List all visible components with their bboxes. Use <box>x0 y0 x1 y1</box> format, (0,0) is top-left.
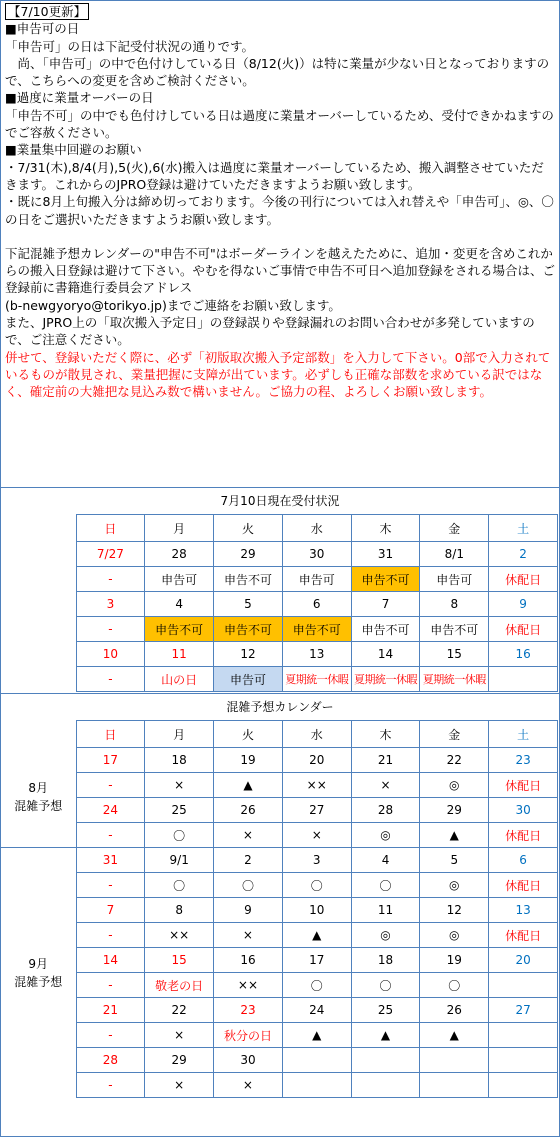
date-row <box>1 748 558 773</box>
mark-cell: - <box>76 773 145 798</box>
mark-cell: 休配日 <box>489 823 558 848</box>
date-cell: 7 <box>76 898 145 923</box>
weekday-header: 土 <box>489 515 558 542</box>
mark-cell: × <box>145 773 214 798</box>
reception-title: 7月10日現在受付状況 <box>220 494 340 508</box>
empty-cell <box>282 1073 351 1098</box>
side-spacer <box>1 617 76 642</box>
date-cell: 12 <box>420 898 489 923</box>
date-cell: 26 <box>214 798 283 823</box>
side-spacer <box>1 667 76 692</box>
date-cell: 21 <box>76 998 145 1023</box>
date-cell: 11 <box>145 642 214 667</box>
mark-cell: ▲ <box>420 1023 489 1048</box>
mark-cell: × <box>145 1073 214 1098</box>
mark-cell <box>489 1023 558 1048</box>
mark-cell: ▲ <box>420 823 489 848</box>
mark-cell: - <box>76 1073 145 1098</box>
mark-cell: - <box>76 873 145 898</box>
mark-row <box>1 773 558 798</box>
holiday-cell: 夏期統一休暇 <box>282 667 351 692</box>
mark-cell: × <box>145 1023 214 1048</box>
date-cell: 16 <box>489 642 558 667</box>
mark-cell: 〇 <box>145 823 214 848</box>
month-label: 9月 <box>28 956 49 971</box>
empty-cell <box>420 1048 489 1073</box>
date-cell: 24 <box>282 998 351 1023</box>
notice-line: ・7/31(木),8/4(月),5(火),6(水)搬入は過度に業量オーバーしているため、搬入調整させていただきます。これからのJPRO登録は避けていただきますようお願い致します。 <box>5 159 544 192</box>
date-row <box>1 1048 558 1073</box>
date-row <box>1 642 558 667</box>
notice-line: 尚、「申告可」の中で色付けしている日（8/12(火)）は特に業量が少ない日となっておりますので、こちらへの変更を含めご検討ください。 <box>5 55 550 89</box>
notice-line: 下記混雑予想カレンダーの"申告不可"はボーダーラインを越えたために、追加・変更を含めこれからの搬入日登録は避けて下さい。やむを得ないご事情で申告不可日へ追加登録をされる場合は、ご登録前に書籍進行委員会アドレス <box>5 245 556 296</box>
date-cell: 19 <box>214 748 283 773</box>
date-row <box>1 948 558 973</box>
status-cell: 休配日 <box>489 567 558 592</box>
side-spacer <box>1 721 76 748</box>
status-cell: 申告不可 <box>351 617 420 642</box>
date-cell: 7 <box>351 592 420 617</box>
date-cell: 19 <box>420 948 489 973</box>
mark-cell: ▲ <box>351 1023 420 1048</box>
mark-cell: 〇 <box>351 973 420 998</box>
mark-cell: 〇 <box>145 873 214 898</box>
notice-line: ■申告可の日 <box>5 21 80 37</box>
side-spacer <box>1 642 76 667</box>
date-cell: 15 <box>420 642 489 667</box>
reception-calendar <box>1 514 558 692</box>
weekday-header: 土 <box>489 721 558 748</box>
date-cell: 10 <box>76 642 145 667</box>
mark-cell: × <box>282 823 351 848</box>
forecast-title: 混雑予想カレンダー <box>226 700 334 714</box>
date-row <box>1 798 558 823</box>
empty-cell <box>282 1048 351 1073</box>
notice-header-line <box>5 3 555 20</box>
month-label-august <box>1 748 76 848</box>
weekday-header: 日 <box>76 721 145 748</box>
date-cell: 18 <box>351 948 420 973</box>
date-cell: 11 <box>351 898 420 923</box>
date-row <box>1 998 558 1023</box>
empty-cell <box>489 1073 558 1098</box>
date-row <box>1 542 558 567</box>
date-cell: 13 <box>489 898 558 923</box>
mark-cell: 〇 <box>214 873 283 898</box>
status-cell: 申告可 <box>282 567 351 592</box>
mark-row <box>1 1023 558 1048</box>
mark-row <box>1 973 558 998</box>
weekday-header: 火 <box>214 515 283 542</box>
date-cell: 29 <box>214 542 283 567</box>
date-cell: 25 <box>351 998 420 1023</box>
mark-row <box>1 1073 558 1098</box>
date-cell: 2 <box>214 848 283 873</box>
mark-cell: ×× <box>282 773 351 798</box>
date-cell: 6 <box>282 592 351 617</box>
date-cell: 28 <box>145 542 214 567</box>
reception-section <box>1 487 559 692</box>
date-cell: 9 <box>214 898 283 923</box>
date-cell: 7/27 <box>76 542 145 567</box>
mark-row <box>1 823 558 848</box>
notice-line: ■業量集中回避のお願い <box>5 142 142 158</box>
status-cell-low-volume: 申告可 <box>214 667 283 692</box>
mark-cell: ◎ <box>420 873 489 898</box>
mark-cell: ◎ <box>420 923 489 948</box>
notice-line: 「申告不可」の中でも色付けしている日は過度に業量オーバーしているため、受付できかねますのでご容赦ください。 <box>5 107 554 141</box>
month-label: 8月 <box>28 781 49 796</box>
weekday-header: 金 <box>420 515 489 542</box>
mark-cell: - <box>76 923 145 948</box>
date-cell: 22 <box>420 748 489 773</box>
weekday-header-row <box>1 721 558 748</box>
forecast-calendar <box>1 720 558 1098</box>
date-cell: 22 <box>145 998 214 1023</box>
date-cell: 26 <box>420 998 489 1023</box>
forecast-section <box>1 693 559 1098</box>
status-cell: - <box>76 667 145 692</box>
side-spacer <box>1 515 76 542</box>
date-cell: 21 <box>351 748 420 773</box>
holiday-cell: 敬老の日 <box>145 973 214 998</box>
date-cell: 17 <box>76 748 145 773</box>
date-cell: 29 <box>420 798 489 823</box>
empty-cell <box>489 1048 558 1073</box>
mark-cell: ◎ <box>351 923 420 948</box>
date-cell: 30 <box>214 1048 283 1073</box>
date-cell: 25 <box>145 798 214 823</box>
mark-row <box>1 873 558 898</box>
date-cell: 5 <box>420 848 489 873</box>
status-cell-overload: 申告不可 <box>145 617 214 642</box>
weekday-header: 火 <box>214 721 283 748</box>
date-cell: 8 <box>420 592 489 617</box>
date-cell: 30 <box>489 798 558 823</box>
mark-cell <box>489 973 558 998</box>
weekday-header: 金 <box>420 721 489 748</box>
date-cell: 17 <box>282 948 351 973</box>
weekday-header-row <box>1 515 558 542</box>
date-cell: 3 <box>282 848 351 873</box>
mark-cell: 休配日 <box>489 923 558 948</box>
date-row <box>1 898 558 923</box>
mark-cell: 〇 <box>351 873 420 898</box>
status-cell <box>489 667 558 692</box>
status-row <box>1 567 558 592</box>
status-cell-overload: 申告不可 <box>351 567 420 592</box>
date-cell: 27 <box>489 998 558 1023</box>
date-cell: 31 <box>76 848 145 873</box>
date-cell: 3 <box>76 592 145 617</box>
status-cell: 申告不可 <box>420 617 489 642</box>
red-notice-text: 併せて、登録いただく際に、必ず「初版取次搬入予定部数」を入力して下さい。0部で入力されているものが散見され、業量把握に支障が出ています。必ずしも正確な部数を求めている訳ではなく、確定前の大雑把な見込み数で構いません。ご協力の程、よろしくお願い致します。 <box>5 349 551 400</box>
side-spacer <box>1 567 76 592</box>
side-spacer <box>1 592 76 617</box>
date-cell: 4 <box>351 848 420 873</box>
date-cell: 30 <box>282 542 351 567</box>
date-cell: 13 <box>282 642 351 667</box>
date-cell: 4 <box>145 592 214 617</box>
mark-cell: ◎ <box>351 823 420 848</box>
status-cell: - <box>76 617 145 642</box>
date-cell: 14 <box>351 642 420 667</box>
mark-cell: × <box>351 773 420 798</box>
status-cell: 申告不可 <box>214 567 283 592</box>
weekday-header: 水 <box>282 515 351 542</box>
date-cell: 24 <box>76 798 145 823</box>
date-cell: 15 <box>145 948 214 973</box>
date-cell: 28 <box>351 798 420 823</box>
mark-cell: - <box>76 1023 145 1048</box>
holiday-cell: 夏期統一休暇 <box>420 667 489 692</box>
date-cell: 18 <box>145 748 214 773</box>
mark-cell: ◎ <box>420 773 489 798</box>
weekday-header: 日 <box>76 515 145 542</box>
mark-cell: 〇 <box>420 973 489 998</box>
weekday-header: 木 <box>351 515 420 542</box>
holiday-cell: 秋分の日 <box>214 1023 283 1048</box>
date-cell: 8/1 <box>420 542 489 567</box>
notice-section <box>1 1 559 487</box>
mark-cell: - <box>76 823 145 848</box>
date-cell: 10 <box>282 898 351 923</box>
empty-cell <box>351 1048 420 1073</box>
month-label-sub: 混雑予想 <box>14 974 63 989</box>
mark-cell: 休配日 <box>489 773 558 798</box>
mark-cell: ×× <box>145 923 214 948</box>
date-cell: 27 <box>282 798 351 823</box>
status-cell-overload: 申告不可 <box>282 617 351 642</box>
date-cell: 28 <box>76 1048 145 1073</box>
mark-cell: × <box>214 823 283 848</box>
mark-cell: ×× <box>214 973 283 998</box>
date-cell: 20 <box>489 948 558 973</box>
date-cell: 16 <box>214 948 283 973</box>
notice-line: ・既に8月上旬搬入分は締め切っております。今後の刊行については入れ替えや「申告可」、◎、〇の日をご選択いただきますようお願い致します。 <box>5 194 554 227</box>
date-cell: 12 <box>214 642 283 667</box>
weekday-header: 水 <box>282 721 351 748</box>
date-cell: 14 <box>76 948 145 973</box>
weekday-header: 月 <box>145 515 214 542</box>
holiday-cell: 夏期統一休暇 <box>351 667 420 692</box>
date-cell: 6 <box>489 848 558 873</box>
weekday-header: 木 <box>351 721 420 748</box>
mark-cell: ▲ <box>282 1023 351 1048</box>
mark-cell: 〇 <box>282 873 351 898</box>
mark-cell: ▲ <box>214 773 283 798</box>
status-cell: 休配日 <box>489 617 558 642</box>
date-cell: 5 <box>214 592 283 617</box>
notice-blank-line <box>5 228 555 245</box>
date-cell: 2 <box>489 542 558 567</box>
status-cell: 申告可 <box>145 567 214 592</box>
month-label-september <box>1 848 76 1098</box>
mark-cell: ▲ <box>282 923 351 948</box>
status-cell: - <box>76 567 145 592</box>
status-cell-overload: 申告不可 <box>214 617 283 642</box>
month-label-sub: 混雑予想 <box>14 799 63 814</box>
mark-cell: × <box>214 923 283 948</box>
mark-row <box>1 923 558 948</box>
side-spacer <box>1 542 76 567</box>
date-row <box>1 848 558 873</box>
notice-line: また、JPRO上の「取次搬入予定日」の登録誤りや登録漏れのお問い合わせが多発していますので、ご注意ください。 <box>5 315 535 348</box>
mark-cell: 〇 <box>282 973 351 998</box>
date-cell: 9/1 <box>145 848 214 873</box>
date-cell: 31 <box>351 542 420 567</box>
notice-line: ■過度に業量オーバーの日 <box>5 90 154 106</box>
date-row <box>1 592 558 617</box>
date-cell: 29 <box>145 1048 214 1073</box>
holiday-cell: 山の日 <box>145 667 214 692</box>
status-row <box>1 617 558 642</box>
mark-cell: × <box>214 1073 283 1098</box>
date-cell: 8 <box>145 898 214 923</box>
email-address-line: (b-newgyoryo@torikyo.jp)までご連絡をお願い致します。 <box>5 297 341 313</box>
mark-cell: - <box>76 973 145 998</box>
update-header: 【7/10更新】 <box>5 3 89 20</box>
weekday-header: 月 <box>145 721 214 748</box>
date-cell: 23 <box>214 998 283 1023</box>
mark-cell: 休配日 <box>489 873 558 898</box>
notice-line: 「申告可」の日は下記受付状況の通りです。 <box>5 38 255 54</box>
status-cell: 申告可 <box>420 567 489 592</box>
empty-cell <box>351 1073 420 1098</box>
date-cell: 23 <box>489 748 558 773</box>
date-cell: 20 <box>282 748 351 773</box>
status-row <box>1 667 558 692</box>
date-cell: 9 <box>489 592 558 617</box>
empty-cell <box>420 1073 489 1098</box>
